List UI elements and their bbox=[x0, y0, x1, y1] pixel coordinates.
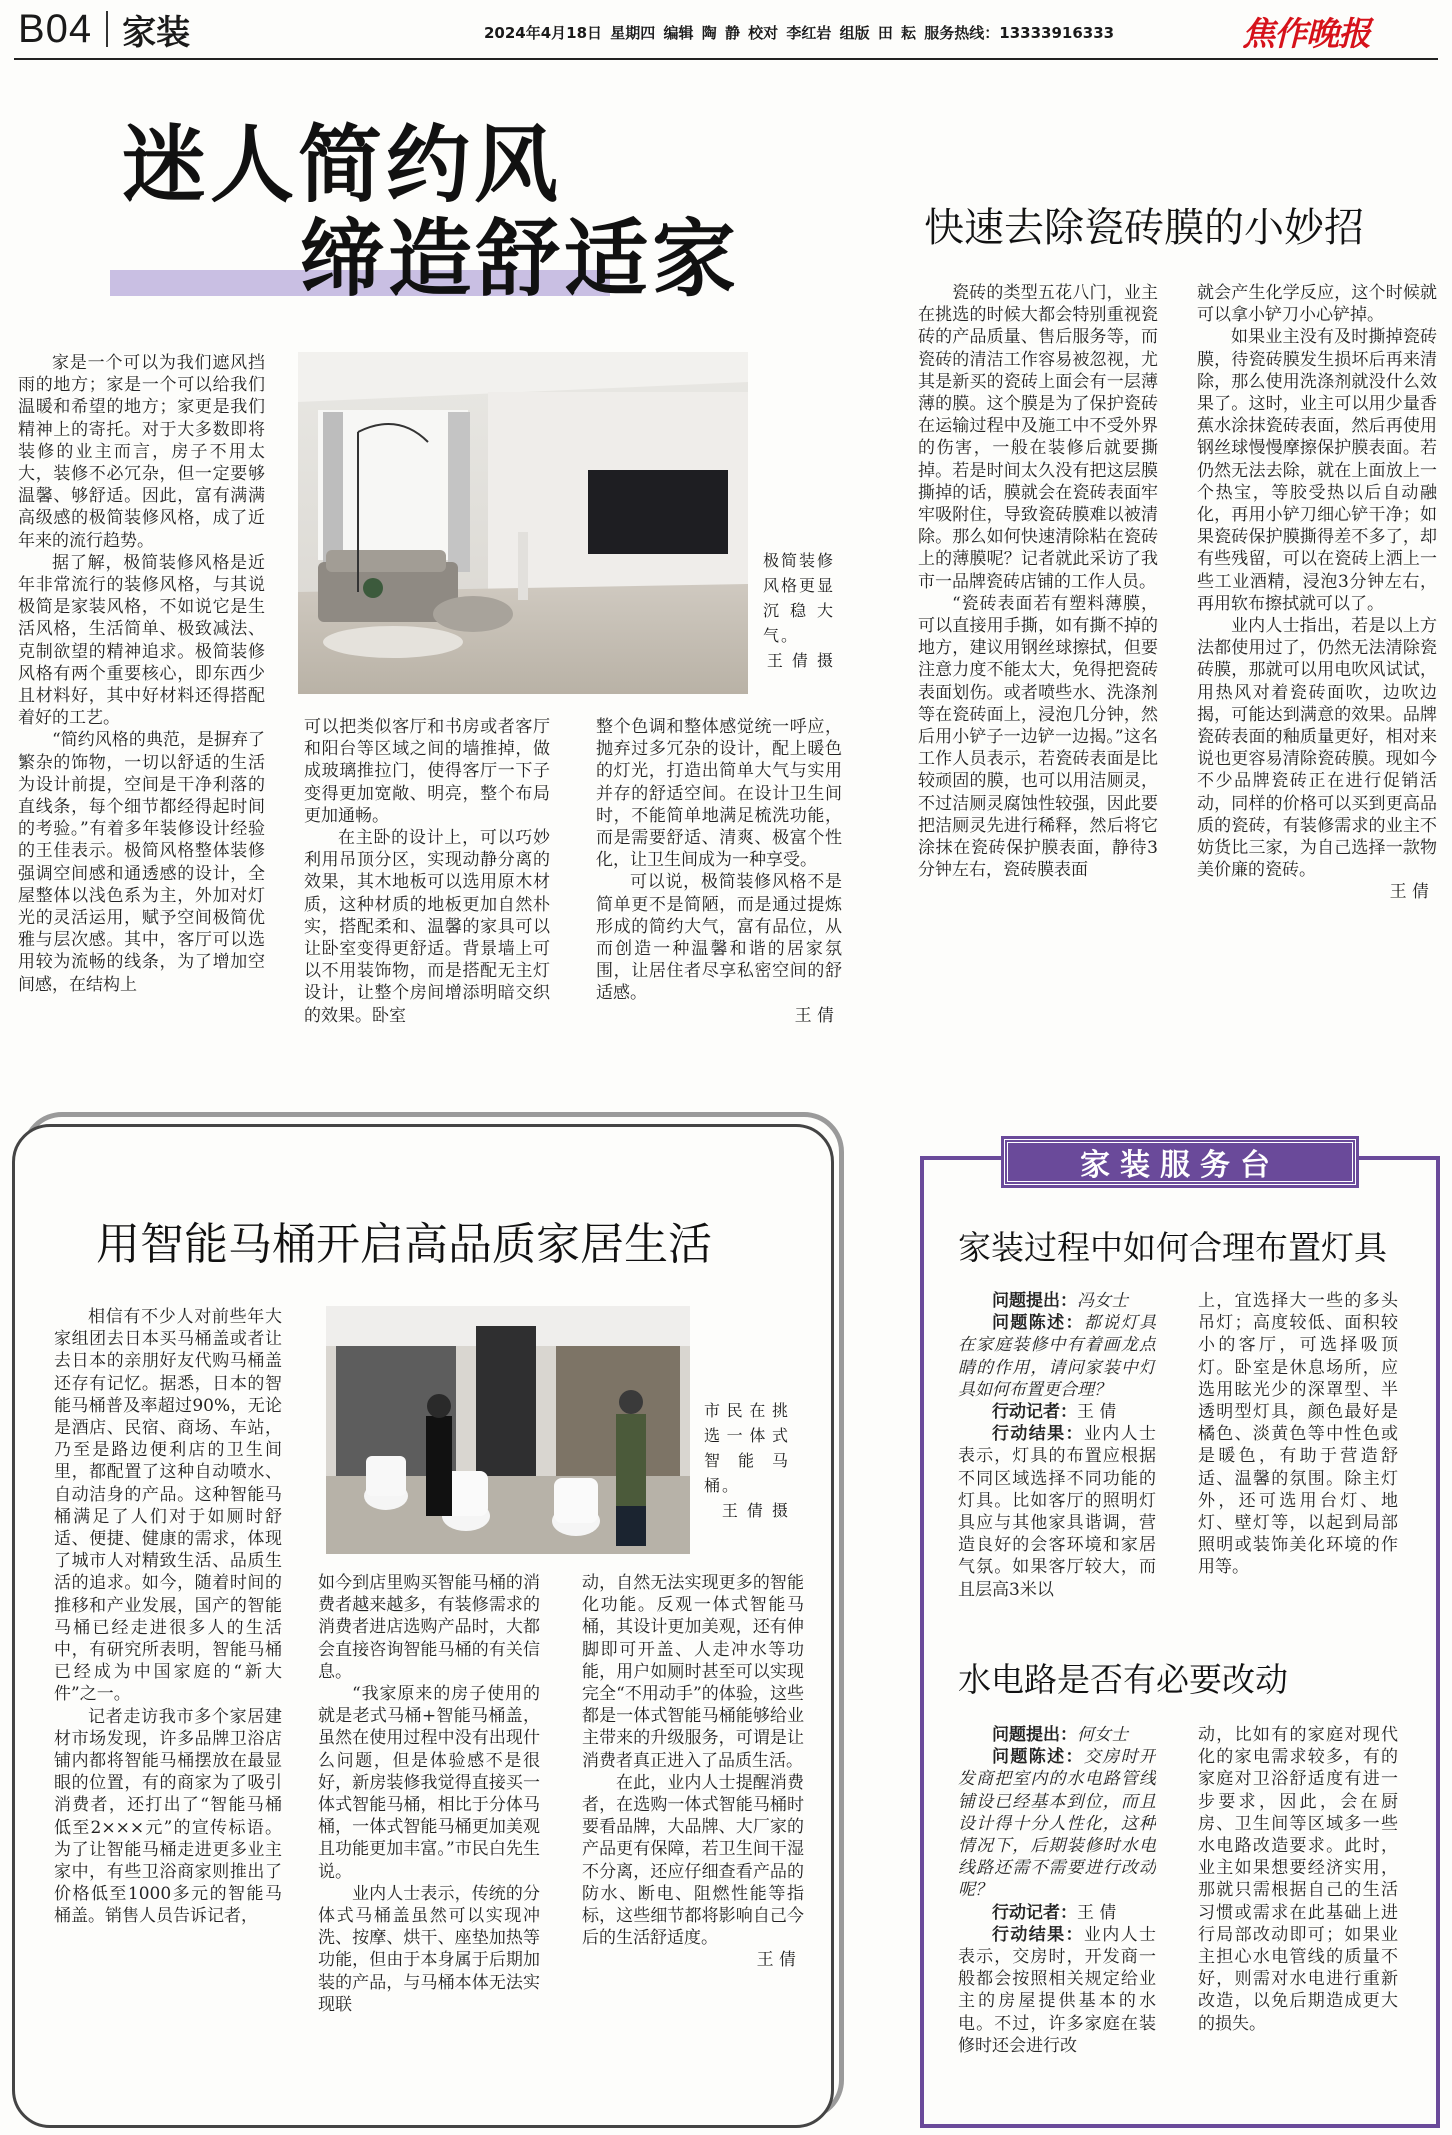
article1-caption-text: 极简装修风格更显沉稳大气。 bbox=[763, 551, 836, 645]
article2-column-2 bbox=[1197, 282, 1437, 1058]
showroom-illustration bbox=[326, 1306, 690, 1554]
article1-signature: 王 倩 bbox=[794, 1005, 834, 1026]
qa1-title: 家装过程中如何合理布置灯具 bbox=[958, 1228, 1387, 1267]
article3-column-2 bbox=[318, 1572, 540, 2098]
qa2-desc-label: 问题陈述： bbox=[992, 1747, 1084, 1768]
article2-paragraph: 就会产生化学反应，这个时候就可以拿小铲刀小心铲掉。 bbox=[1197, 283, 1437, 326]
article1-paragraph: 在主卧的设计上，可以巧妙利用吊顶分区，实现动静分离的效果，其木地板可以选用原木材质，这种材质的地板更加自然朴实，搭配柔和、温馨的家具可以让卧室变得更舒适。背景墙上可以不用装饰物，而是搭配无主灯设计，让整个房间增添明暗交织的效果。卧室 bbox=[304, 828, 550, 1026]
header-rule bbox=[14, 58, 1438, 60]
qa1-question-value: 冯女士 bbox=[1077, 1291, 1128, 1311]
article3-photo-caption bbox=[704, 1398, 790, 1523]
edition-meta: 2024年4月18日 星期四 编辑 陶 静 校对 李红岩 组版 田 耘 服务热线：13333916333 bbox=[484, 24, 1115, 42]
article1-photo-credit: 王 倩 摄 bbox=[766, 651, 835, 670]
header-divider bbox=[106, 11, 108, 47]
article1-paragraph: 可以把类似客厅和书房或者客厅和阳台等区域之间的墙推掉，做成玻璃推拉门，使得客厅一下子变得更加宽敞、明亮，整个布局更加通畅。 bbox=[304, 717, 550, 826]
article1-paragraph: 据了解，极简装修风格是近年非常流行的装修风格，与其说极简是家装风格，不如说它是生活风格，生活简单、极致减法、克制欲望的精神追求。极简装修风格有两个重要核心，即东西少且材料好，其中好材料还得搭配着好的工艺。 bbox=[18, 552, 265, 729]
living-room-photo bbox=[298, 352, 748, 694]
qa2-result-col1: 业内人士表示，交房时，开发商一般都会按照相关规定给业主的房屋提供基本的水电。不过，许多家庭在装修时还会进行改 bbox=[958, 1924, 1156, 2056]
article3-caption-text: 市民在挑选一体式智能马桶。 bbox=[704, 1401, 790, 1495]
article2-paragraph: 业内人士指出，若是以上方法都使用过了，仍然无法清除瓷砖膜，那就可以用电吹风试试，用热风对着瓷砖面吹，边吹边揭，可能达到满意的效果。品牌瓷砖表面的釉质量更好，相对来说也更容易清除瓷砖膜。现如今不少品牌瓷砖正在进行促销活动，同样的价格可以买到更高品质的瓷砖，有装修需求的业主不妨货比三家，为自己选择一款物美价廉的瓷砖。 bbox=[1197, 616, 1437, 881]
service-desk-banner bbox=[1004, 1139, 1356, 1185]
qa2-reporter-label: 行动记者： bbox=[992, 1902, 1077, 1923]
toilet-showroom-photo bbox=[326, 1306, 690, 1554]
qa1-desc-value: 都说灯具在家庭装修中有着画龙点睛的作用，请问家装中灯具如何布置更合理？ bbox=[958, 1313, 1156, 1400]
article2-column-1 bbox=[918, 282, 1158, 1058]
qa2-result-label: 行动结果： bbox=[992, 1924, 1084, 1945]
article2-paragraph: “瓷砖表面若有塑料薄膜，可以直接用手撕，如有撕不掉的地方，建议用钢丝球擦拭，但要注意力度不能太大，免得把瓷砖表面划伤。或者喷些水、洗涤剂等在瓷砖面上，浸泡几分钟，然后用小铲子一边铲一边揭。”这名工作人员表示，若瓷砖表面是比较顽固的膜，也可以用洁厕灵，不过洁厕灵腐蚀性较强，因此要把洁厕灵先进行稀释，然后将它涂抹在瓷砖保护膜表面，静待3分钟左右，瓷砖膜表面 bbox=[918, 593, 1158, 881]
qa2-question-label: 问题提出： bbox=[992, 1725, 1077, 1745]
service-desk-banner-text: 家装服务台 bbox=[1080, 1148, 1280, 1183]
qa1-question-label: 问题提出： bbox=[992, 1291, 1077, 1311]
article3-paragraph: “我家原来的房子使用的就是老式马桶+智能马桶盖，虽然在使用过程中没有出现什么问题，但是体验感不是很好，新房装修我觉得直接买一体式智能马桶，相比于分体马桶，一体式智能马桶更加美观且功能更加丰富。”市民白先生说。 bbox=[318, 1684, 540, 1882]
article1-column-3 bbox=[596, 716, 842, 1056]
article1-paragraph: 可以说，极简装修风格不是简单更不是简陋，而是通过提炼形成的简约大气，富有品位，从而创造一种温馨和谐的居家氛围，让居住者尽享私密空间的舒适感。 bbox=[596, 872, 842, 1004]
article3-paragraph: 在此，业内人士提醒消费者，在选购一体式智能马桶时要看品牌，大品牌、大厂家的产品更有保障，若卫生间干湿不分离，还应仔细查看产品的防水、断电、阻燃性能等指标，这些细节都将影响自己今后的生活舒适度。 bbox=[582, 1772, 804, 1949]
qa2-column-1 bbox=[958, 1724, 1156, 2108]
qa1-reporter-value: 王 倩 bbox=[1077, 1402, 1117, 1423]
qa2-reporter-value: 王 倩 bbox=[1077, 1902, 1117, 1923]
qa1-desc-label: 问题陈述： bbox=[992, 1313, 1084, 1334]
qa1-column-2 bbox=[1198, 1290, 1398, 1650]
article1-paragraph: 整个色调和整体感觉统一呼应，抛弃过多冗杂的设计，配上暖色的灯光，打造出简单大气与实用并存的舒适空间。在设计卫生间时，不能简单地满足梳洗功能，而是需要舒适、清爽、极富个性化，让卫生间成为一种享受。 bbox=[596, 717, 842, 871]
article3-signature: 王 倩 bbox=[756, 1950, 796, 1971]
qa2-result-col2: 动，比如有的家庭对现代化的家电需求较多，有的家庭对卫浴舒适度有进一步要求，因此，会在厨房、卫生间等区域多一些水电路改造要求。此时，业主如果想要经济实用，那就只需根据自己的生活习惯或需求在此基础上进行局部改动即可；如果业主担心水电管线的质量不好，则需对水电进行重新改造，以免后期造成更大的损失。 bbox=[1198, 1725, 1398, 2034]
article1-paragraph: 家是一个可以为我们遮风挡雨的地方；家是一个可以给我们温暖和希望的地方；家更是我们精神上的寄托。对于大多数即将装修的业主而言，房子不用太大，装修不必冗杂，但一定要够温馨、够舒适。因此，富有满满高级感的极简装修风格，成了近年来的流行趋势。 bbox=[18, 353, 265, 551]
article3-column-3 bbox=[582, 1572, 804, 2100]
article3-paragraph: 相信有不少人对前些年大家组团去日本买马桶盖或者让去日本的亲朋好友代购马桶盖还存有记忆。据悉，日本的智能马桶普及率超过90%，无论是酒店、民宿、商场、车站，乃至是路边便利店的卫生间里，都配置了这种自动喷水、自动洁身的产品。这种智能马桶满足了人们对于如厕时舒适、便捷、健康的需求，体现了城市人对精致生活、品质生活的追求。如今，随着时间的推移和产业发展，国产的智能马桶已经走进很多人的生活中，有研究所表明，智能马桶已经成为中国家庭的“新大件”之一。 bbox=[54, 1307, 282, 1705]
article1-paragraph: “简约风格的典范，是摒弃了繁杂的饰物，一切以舒适的生活为设计前提，空间是干净利落的直线条，每个细节都经得起时间的考验。”有着多年装修设计经验的王佳表示。极简风格整体装修强调空间感和通透感的设计，全屋整体以浅色系为主，外加对灯光的灵活运用，赋予空间极简优雅与层次感。其中，客厅可以选用较为流畅的线条，为了增加空间感，在结构上 bbox=[18, 730, 265, 995]
qa1-result-label: 行动结果： bbox=[992, 1424, 1084, 1445]
newspaper-logo: 焦作晚报 bbox=[1242, 14, 1370, 53]
qa2-desc-value: 交房时开发商把室内的水电路管线铺设已经基本到位，而且设计得十分人性化，这种情况下，后期装修时水电线路还需不需要进行改动呢？ bbox=[958, 1747, 1156, 1901]
qa2-question-value: 何女士 bbox=[1077, 1725, 1128, 1745]
qa1-reporter-label: 行动记者： bbox=[992, 1402, 1077, 1423]
qa1-result-col2: 上，宜选择大一些的多头吊灯；高度较低、面积较小的客厅，可选择吸顶灯。卧室是休息场所，应选用眩光少的深罩型、半透明型灯具，颜色最好是橘色、淡黄色等中性色或是暖色，有助于营造舒适、温馨的氛围。除主灯外，还可选用台灯、地灯、壁灯等，以起到局部照明或装饰美化环境的作用等。 bbox=[1198, 1291, 1398, 1578]
article1-column-1 bbox=[18, 352, 265, 1052]
qa1-column-1 bbox=[958, 1290, 1156, 1650]
article2-title: 快速去除瓷砖膜的小妙招 bbox=[924, 205, 1364, 251]
article3-photo-credit: 王 倩 摄 bbox=[721, 1501, 790, 1520]
qa2-title: 水电路是否有必要改动 bbox=[958, 1660, 1288, 1699]
page-number: B04 bbox=[18, 6, 93, 51]
article3-paragraph: 业内人士表示，传统的分体式马桶盖虽然可以实现冲洗、按摩、烘干、座垫加热等功能，但由于本身属于后期加装的产品，与马桶本体无法实现联 bbox=[318, 1883, 540, 2015]
article1-title-line2: 缔造舒适家 bbox=[300, 210, 741, 308]
page-header-left bbox=[18, 6, 190, 52]
article3-paragraph: 记者走访我市多个家居建材市场发现，许多品牌卫浴店铺内都将智能马桶摆放在最显眼的位置，有的商家为了吸引消费者，还打出了“智能马桶低至2×××元”的宣传标语。为了让智能马桶走进更多业主家中，有些卫浴商家则推出了价格低至1000多元的智能马桶盖。销售人员告诉记者， bbox=[54, 1706, 282, 1927]
qa1-result-col1: 业内人士表示，灯具的布置应根据不同区域选择不同功能的灯具。比如客厅的照明灯具应与其他家具谐调，营造良好的会客环境和家居气氛。如果客厅较大，而且层高3米以 bbox=[958, 1424, 1156, 1600]
qa2-column-2 bbox=[1198, 1724, 1398, 2108]
article2-paragraph: 瓷砖的类型五花八门，业主在挑选的时候大都会特别重视瓷砖的产品质量、售后服务等，而瓷砖的清洁工作容易被忽视，尤其是新买的瓷砖上面会有一层薄薄的膜。这个膜是为了保护瓷砖在运输过程中及施工中不受外界的伤害，一般在装修后就要撕掉。若是时间太久没有把这层膜撕掉的话，膜就会在瓷砖表面牢牢吸附住，导致瓷砖膜难以被清除。那么如何快速清除粘在瓷砖上的薄膜呢？记者就此采访了我市一品牌瓷砖店铺的工作人员。 bbox=[918, 283, 1158, 592]
article1-photo-caption bbox=[763, 548, 835, 673]
article3-title: 用智能马桶开启高品质家居生活 bbox=[96, 1219, 712, 1270]
article3-paragraph: 动，自然无法实现更多的智能化功能。反观一体式智能马桶，其设计更加美观，还有伸脚即可开盖、人走冲水等功能，用户如厕时甚至可以实现完全“不用动手”的体验，这些都是一体式智能马桶能够给业主带来的升级服务，可谓是让消费者真正进入了品质生活。 bbox=[582, 1573, 804, 1771]
article1-column-2 bbox=[304, 716, 550, 1052]
article3-paragraph: 如今到店里购买智能马桶的消费者越来越多，有装修需求的消费者进店选购产品时，大都会直接咨询智能马桶的有关信息。 bbox=[318, 1573, 540, 1682]
section-name: 家装 bbox=[122, 12, 191, 53]
article1-title-line1: 迷人简约风 bbox=[122, 116, 563, 214]
living-room-illustration bbox=[298, 352, 748, 694]
article2-signature: 王 倩 bbox=[1389, 882, 1429, 903]
article2-paragraph: 如果业主没有及时撕掉瓷砖膜，待瓷砖膜发生损坏后再来清除，那么使用洗涤剂就没什么效果了。这时，业主可以用少量香蕉水涂抹瓷砖表面，然后再使用钢丝球慢慢摩擦保护膜表面。若仍然无法去除，就在上面放上一个热宝，等胶受热以后自动融化，再用小铲刀细心铲干净；如果瓷砖保护膜撕得差不多了，却有些残留，可以在瓷砖上洒上一些工业酒精，浸泡3分钟左右，再用软布擦拭就可以了。 bbox=[1197, 327, 1437, 614]
article3-column-1 bbox=[54, 1306, 282, 2096]
